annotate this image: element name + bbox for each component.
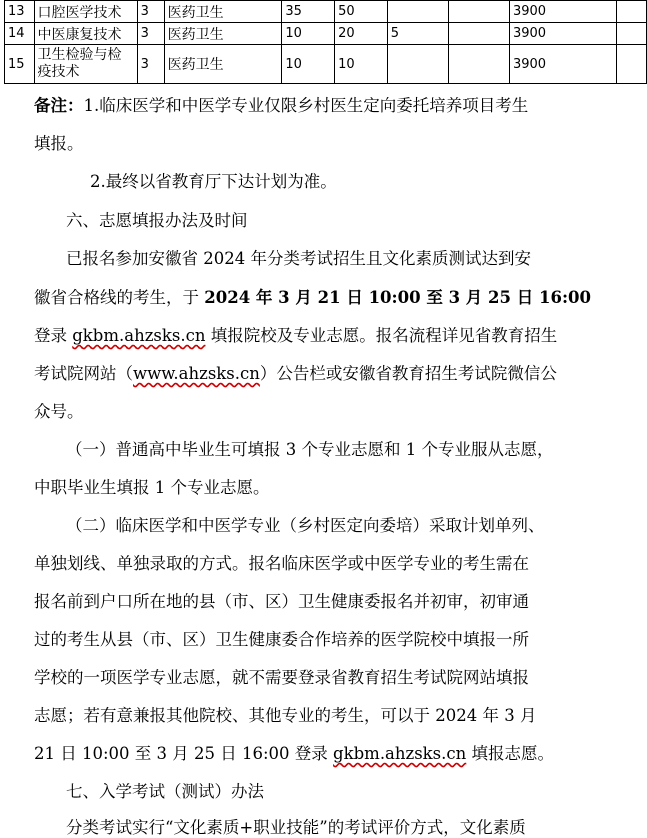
major-category: 医药卫生 [164,23,282,45]
section-7-p1-line-1: 分类考试实行“文化素质+职业技能”的考试评价方式，文化素质 [66,818,526,837]
major-name-line1: 卫生检验与检 [37,47,122,63]
table-row [5,23,647,45]
application-period: 2024 年 3 月 21 日 10:00 至 3 月 25 日 16:00 [204,288,592,307]
section-6-p3-line-2: 单独划线、单独录取的方式。报名临床医学或中医学专业的考生需在 [34,554,529,573]
note-2: 2.最终以省教育厅下达计划为准。 [90,172,337,191]
plan-count-c [387,45,448,84]
section-6-p1-line-4 [34,360,557,384]
major-name [34,45,137,84]
remark-cell [616,1,646,23]
tuition-fee: 3900 [509,45,616,84]
section-6-p3-line-5: 学校的一项医学专业志愿，就不需要登录省教育招生考试院网站填报 [34,668,529,687]
text-span: ）公告栏或安徽省教育招生考试院微信公 [259,364,557,383]
plan-count-c: 5 [387,23,448,45]
section-6-p2-line-2: 中职毕业生填报 1 个专业志愿。 [34,478,270,497]
section-6-p1-line-5: 众号。 [34,402,84,421]
section-6-p2-line-1: （一）普通高中毕业生可填报 3 个专业志愿和 1 个专业服从志愿， [66,440,554,459]
major-name: 口腔医学技术 [34,1,137,23]
enrollment-plan-table-container [4,0,647,84]
row-number: 14 [5,23,35,45]
tuition-fee: 3900 [509,23,616,45]
section-6-p1-line-2 [34,284,591,308]
remark-cell [616,45,646,84]
text-span: 登录 [34,326,73,345]
major-category: 医药卫生 [164,45,282,84]
row-number: 13 [5,1,35,23]
note-1-line-1 [34,92,528,116]
table-row [5,1,647,23]
section-6-p1-line-3 [34,322,557,346]
exam-website-url: www.ahzsks.cn [133,364,260,383]
plan-count-b: 50 [335,1,388,23]
study-years: 3 [137,1,164,23]
plan-count-b: 20 [335,23,388,45]
section-7-heading: 七、入学考试（测试）办法 [66,782,264,801]
text-span: 考试院网站（ [34,364,133,383]
section-6-p1-line-1: 已报名参加安徽省 2024 年分类考试招生且文化素质测试达到安 [66,249,531,268]
plan-count-a: 10 [282,45,335,84]
major-name: 中医康复技术 [34,23,137,45]
table-row [5,45,647,84]
section-6-p3-line-4: 过的考生从县（市、区）卫生健康委合作培养的医学院校中填报一所 [34,630,529,649]
enrollment-plan-table [4,0,647,84]
section-6-p3-line-3: 报名前到户口所在地的县（市、区）卫生健康委报名并初审，初审通 [34,592,529,611]
plan-count-c [387,1,448,23]
section-6-heading: 六、志愿填报办法及时间 [66,211,248,230]
study-years: 3 [137,45,164,84]
note-1-line-2: 填报。 [34,134,84,153]
note-1-text: 1.临床医学和中医学专业仅限乡村医生定向委托培养项目考生 [83,96,529,115]
section-6-p3-line-6: 志愿；若有意兼报其他院校、其他专业的考生，可以于 2024 年 3 月 [34,706,537,725]
text-span: 徽省合格线的考生，于 [34,288,205,307]
study-years: 3 [137,23,164,45]
remark-cell [616,23,646,45]
plan-count-d [449,1,510,23]
text-span: 21 日 10:00 至 3 月 25 日 16:00 登录 [34,744,334,763]
plan-count-b: 10 [335,45,388,84]
section-6-p3-line-1: （二）临床医学和中医学专业（乡村医定向委培）采取计划单列、 [66,516,545,535]
major-name-line2: 疫技术 [37,64,80,80]
row-number: 15 [5,45,35,84]
section-6-p3-line-7 [34,740,554,764]
plan-count-a: 35 [282,1,335,23]
plan-count-d [449,23,510,45]
tuition-fee: 3900 [509,1,616,23]
major-category: 医药卫生 [164,1,282,23]
registration-url: gkbm.ahzsks.cn [333,744,467,763]
text-span: 填报志愿。 [466,744,555,763]
text-span: 填报院校及专业志愿。报名流程详见省教育招生 [205,326,558,345]
registration-url: gkbm.ahzsks.cn [72,326,206,345]
plan-count-a: 10 [282,23,335,45]
notes-label: 备注： [34,96,84,115]
plan-count-d [449,45,510,84]
